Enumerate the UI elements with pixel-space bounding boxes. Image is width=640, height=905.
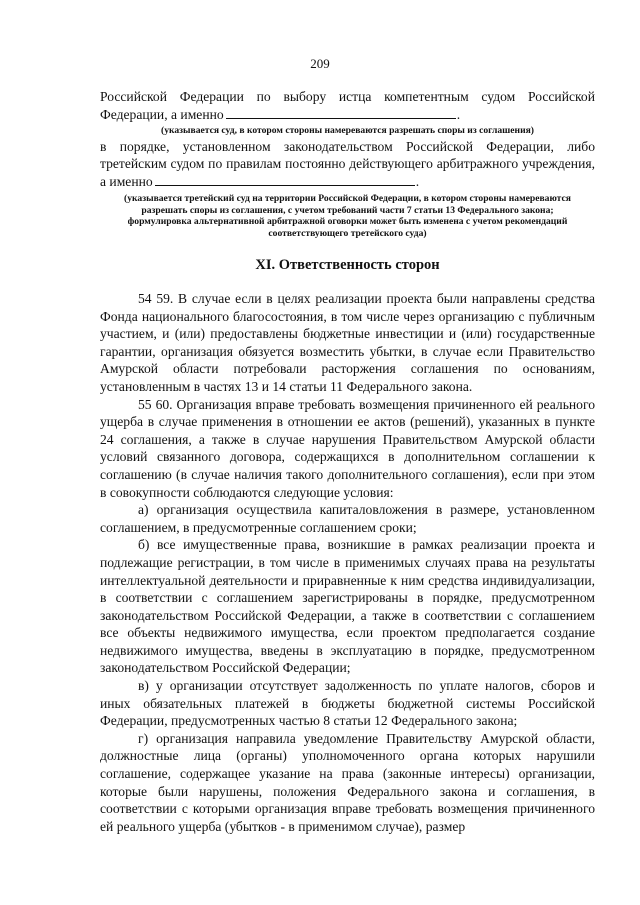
paragraph-55: 55 60. Организация вправе требовать возмещения причиненного ей реального ущерба в случае применения в отношении ее актов (решений), указанных в пункте 24 соглашения, а также в случае нарушения Правительством Амурской области условий связанного договора, содержащихся в дополнительном соглашении к соглашению (в случае наличия такого дополнительного соглашения), если при этом в совокупности соблюдаются следующие условия: [100,396,595,500]
intro-line-1-text: Российской Федерации по выбору истца компетентным судом Российской Федерации, а именно [100,89,595,122]
court-note: (указывается суд, в котором стороны намереваются разрешать споры из соглашения) [161,125,534,137]
intro-line-1: Российской Федерации по выбору истца компетентным судом Российской Федерации, а именно . [100,89,595,122]
subparagraph-v: в) у организации отсутствует задолженность по уплате налогов, сборов и иных обязательных платежей в бюджеты бюджетной системы Российской Федерации, предусмотренных частью 8 статьи 12 Федерального закона; [100,678,595,729]
intro-line-2-text: в порядке, установленном законодательством Российской Федерации, либо третейским судом по правилам постоянно действующего арбитражного учреждения, а именно [100,138,595,189]
intro-line-2: в порядке, установленном законодательством Российской Федерации, либо третейским судом по правилам постоянно действующего арбитражного учреждения, а именно . [100,138,595,189]
subparagraph-b: б) все имущественные права, возникшие в рамках реализации проекта и подлежащие регистрации, в том числе в применимых случаях права на результаты интеллектуальной деятельности и приравненные к ним средства индивидуализации, в соответствии с соглашением зарегистрированы в порядке, предусмотренном законодательством Российской Федерации, а также в соответствии с соглашением все объекты недвижимого имущества, если проектом предполагается создание недвижимого имущества, введены в эксплуатацию в порядке, предусмотренном законодательством Российской Федерации; [100,537,595,676]
section-title: XI. Ответственность сторон [255,257,440,273]
paragraph-54: 54 59. В случае если в целях реализации проекта были направлены средства Фонда национального благосостояния, в том числе через организацию с публичным участием, и (или) предоставлены бюджетные инвестиции и (или) государственные гарантии, организация обязуется возместить убытки, в случае если Правительство Амурской области потребовали расторжения соглашения по основаниям, установленным в частях 13 и 14 статьи 11 Федерального закона. [100,291,595,394]
court-blank-line [226,106,456,119]
arbitration-note: (указывается третейский суд на территории Российской Федерации, в котором стороны намереваются разрешать споры из соглашения, с учетом требований части 7 статьи 13 Федерального закона; формулировка альтернативной арбитражной оговорки может быть изменена с учетом рекомендаций соответствующего третейского суда) [124,193,571,239]
arbitration-blank-line [155,173,415,186]
subparagraph-a: а) организация осуществила капиталовложения в размере, установленном соглашением, в предусмотренные соглашением сроки; [100,502,595,535]
document-body [100,88,595,835]
page-number: 209 [310,56,330,71]
subparagraph-g: г) организация направила уведомление Правительству Амурской области, должностные лица (органы) уполномоченного органа которых нарушили соглашение, содержащее указание на права (законные интересы) организации, которые были нарушены, положения Федерального закона и соглашения, в соответствии с которыми организация вправе требовать возмещения причиненного ей реального ущерба (убытков - в применимом случае), размер [100,730,595,834]
